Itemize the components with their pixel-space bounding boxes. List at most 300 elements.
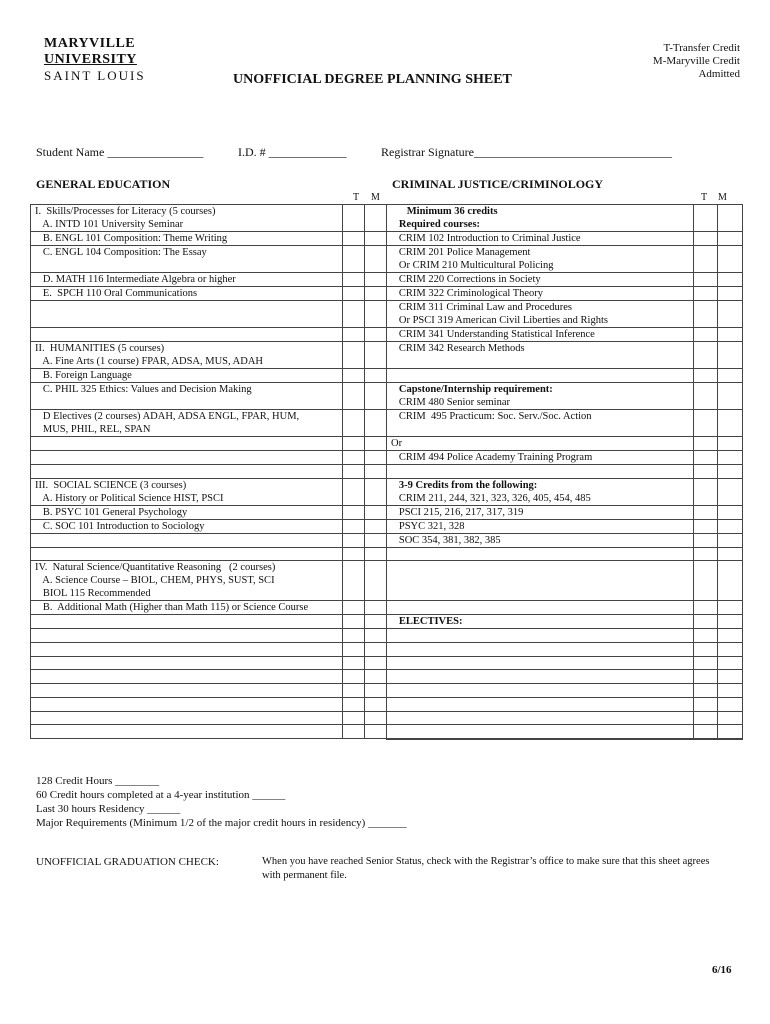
left-course-line: A. INTD 101 University Seminar <box>35 219 184 230</box>
right-course-line: PSCI 215, 216, 217, 317, 319 <box>391 506 524 518</box>
criminal-justice-heading: CRIMINAL JUSTICE/CRIMINOLOGY <box>392 177 604 191</box>
left-maryville-checkbox[interactable] <box>365 670 387 684</box>
left-course-cell <box>31 670 343 684</box>
right-table-row <box>387 369 743 383</box>
right-table-row <box>387 410 743 437</box>
right-course-cell <box>387 328 694 342</box>
left-maryville-checkbox[interactable] <box>365 684 387 698</box>
left-transfer-checkbox[interactable] <box>343 383 365 410</box>
left-table-row <box>31 547 387 561</box>
right-transfer-checkbox[interactable] <box>694 711 718 725</box>
right-transfer-checkbox[interactable] <box>694 629 718 643</box>
left-maryville-checkbox[interactable] <box>365 615 387 629</box>
right-maryville-checkbox[interactable] <box>718 656 743 670</box>
left-course-cell <box>31 273 343 287</box>
right-transfer-checkbox[interactable] <box>694 301 718 328</box>
left-transfer-checkbox[interactable] <box>343 684 365 698</box>
right-maryville-checkbox[interactable] <box>718 369 743 383</box>
right-course-cell <box>387 547 694 561</box>
right-course-cell <box>387 629 694 643</box>
left-maryville-checkbox[interactable] <box>365 601 387 615</box>
left-maryville-checkbox[interactable] <box>365 273 387 287</box>
left-table-row <box>31 287 387 301</box>
right-transfer-checkbox[interactable] <box>694 601 718 615</box>
left-table-row <box>31 328 387 342</box>
right-table-row <box>387 738 743 739</box>
left-table-row <box>31 478 387 505</box>
left-transfer-checkbox[interactable] <box>343 478 365 505</box>
right-transfer-checkbox[interactable] <box>694 547 718 561</box>
left-table-row <box>31 561 387 601</box>
left-transfer-checkbox[interactable] <box>343 437 365 451</box>
left-transfer-checkbox[interactable] <box>343 451 365 465</box>
right-course-cell <box>387 711 694 725</box>
registrar-signature-field[interactable]: Registrar Signature_________________________________ <box>381 145 672 159</box>
left-table-row <box>31 451 387 465</box>
right-maryville-checkbox[interactable] <box>718 301 743 328</box>
left-transfer-checkbox[interactable] <box>343 328 365 342</box>
right-maryville-checkbox[interactable] <box>718 643 743 657</box>
right-course-cell <box>387 410 694 437</box>
left-course-cell <box>31 232 343 246</box>
right-maryville-checkbox[interactable] <box>718 601 743 615</box>
left-maryville-checkbox[interactable] <box>365 465 387 479</box>
right-table-row <box>387 451 743 465</box>
right-maryville-checkbox[interactable] <box>718 451 743 465</box>
left-maryville-checkbox[interactable] <box>365 301 387 328</box>
left-maryville-checkbox[interactable] <box>365 383 387 410</box>
right-transfer-checkbox[interactable] <box>694 615 718 629</box>
right-course-line: CRIM 342 Research Methods <box>391 343 525 354</box>
left-transfer-col-label: T <box>353 192 360 203</box>
right-course-cell <box>387 437 694 451</box>
left-table-row <box>31 711 387 725</box>
left-transfer-checkbox[interactable] <box>343 342 365 369</box>
left-transfer-checkbox[interactable] <box>343 670 365 684</box>
left-course-line: C. PHIL 325 Ethics: Values and Decision Making <box>35 384 252 395</box>
left-course-line: B. Foreign Language <box>35 370 132 381</box>
graduation-check-label: UNOFFICIAL GRADUATION CHECK: <box>36 856 219 868</box>
student-id-field[interactable]: I.D. # _____________ <box>238 145 347 159</box>
left-course-cell <box>31 615 343 629</box>
left-maryville-checkbox[interactable] <box>365 643 387 657</box>
left-transfer-checkbox[interactable] <box>343 643 365 657</box>
left-table-row <box>31 697 387 711</box>
left-maryville-checkbox[interactable] <box>365 533 387 547</box>
right-course-cell <box>387 697 694 711</box>
right-table-row <box>387 301 743 328</box>
right-course-cell <box>387 342 694 369</box>
right-maryville-checkbox[interactable] <box>718 561 743 601</box>
right-transfer-checkbox[interactable] <box>694 383 718 410</box>
right-course-cell <box>387 519 694 533</box>
left-maryville-checkbox[interactable] <box>365 246 387 273</box>
left-course-cell <box>31 383 343 410</box>
right-course-cell <box>387 615 694 629</box>
right-course-cell <box>387 451 694 465</box>
right-course-cell <box>387 301 694 328</box>
left-table-row <box>31 629 387 643</box>
right-table-row <box>387 643 743 657</box>
left-table-row <box>31 670 387 684</box>
left-course-line: A. History or Political Science HIST, PSCI <box>35 492 224 504</box>
left-course-line: I. Skills/Processes for Literacy (5 courses) <box>35 206 216 217</box>
right-course-line: 3-9 Credits from the following: <box>391 479 538 491</box>
right-transfer-checkbox[interactable] <box>694 533 718 547</box>
credit-hours-line[interactable]: 128 Credit Hours ________ <box>36 775 160 787</box>
left-maryville-checkbox[interactable] <box>365 656 387 670</box>
left-table-row <box>31 437 387 451</box>
left-course-line: D Electives (2 courses) ADAH, ADSA ENGL, FPAR, HUM, <box>35 411 300 422</box>
right-maryville-checkbox[interactable] <box>718 205 743 232</box>
right-course-cell <box>387 670 694 684</box>
left-course-line: E. SPCH 110 Oral Communications <box>35 288 198 299</box>
left-course-cell <box>31 301 343 328</box>
page-number: 6/16 <box>712 964 732 976</box>
right-maryville-checkbox[interactable] <box>718 246 743 273</box>
right-transfer-checkbox[interactable] <box>694 505 718 519</box>
right-transfer-checkbox[interactable] <box>694 328 718 342</box>
left-transfer-checkbox[interactable] <box>343 601 365 615</box>
left-table-row <box>31 273 387 287</box>
right-course-cell <box>387 287 694 301</box>
left-course-cell <box>31 451 343 465</box>
page-title: UNOFFICIAL DEGREE PLANNING SHEET <box>233 72 512 87</box>
left-table-row <box>31 519 387 533</box>
left-maryville-checkbox[interactable] <box>365 711 387 725</box>
left-table-row <box>31 465 387 479</box>
right-transfer-checkbox[interactable] <box>694 246 718 273</box>
right-table-row <box>387 629 743 643</box>
right-table-row <box>387 519 743 533</box>
left-course-line: B. Additional Math (Higher than Math 115) or Science Course <box>35 602 309 614</box>
general-education-table <box>30 204 387 739</box>
logo-line-2: UNIVERSITY <box>44 52 137 67</box>
left-course-line: C. ENGL 104 Composition: The Essay <box>35 247 207 258</box>
right-course-cell <box>387 505 694 519</box>
logo-line-1: MARYVILLE <box>44 36 136 51</box>
left-course-cell <box>31 561 343 601</box>
right-course-cell <box>387 369 694 383</box>
left-table-row <box>31 684 387 698</box>
general-education-heading: GENERAL EDUCATION <box>36 177 171 191</box>
right-course-cell <box>387 738 694 739</box>
left-table-row <box>31 369 387 383</box>
right-transfer-checkbox[interactable] <box>694 697 718 711</box>
left-maryville-col-label: M <box>371 192 380 203</box>
left-course-cell <box>31 205 343 232</box>
left-maryville-checkbox[interactable] <box>365 205 387 232</box>
right-course-cell <box>387 656 694 670</box>
right-transfer-checkbox[interactable] <box>694 670 718 684</box>
left-table-row <box>31 301 387 328</box>
left-course-cell <box>31 342 343 369</box>
left-table-row <box>31 246 387 273</box>
right-transfer-checkbox[interactable] <box>694 369 718 383</box>
left-table-row <box>31 601 387 615</box>
requirements-summary <box>36 774 407 830</box>
right-transfer-checkbox[interactable] <box>694 465 718 479</box>
right-maryville-checkbox[interactable] <box>718 684 743 698</box>
right-course-line: PSYC 321, 328 <box>391 520 465 532</box>
right-course-line: Capstone/Internship requirement: <box>391 384 553 395</box>
right-maryville-checkbox[interactable] <box>718 629 743 643</box>
right-table-row <box>387 273 743 287</box>
left-maryville-checkbox[interactable] <box>365 369 387 383</box>
left-table-row <box>31 342 387 369</box>
left-table-row <box>31 383 387 410</box>
left-course-line: D. MATH 116 Intermediate Algebra or higher <box>35 274 236 285</box>
right-maryville-checkbox[interactable] <box>718 547 743 561</box>
right-table-row <box>387 711 743 725</box>
left-course-cell <box>31 643 343 657</box>
left-maryville-checkbox[interactable] <box>365 505 387 519</box>
right-table-row <box>387 383 743 410</box>
right-transfer-checkbox[interactable] <box>694 738 718 739</box>
left-maryville-checkbox[interactable] <box>365 328 387 342</box>
left-course-line: B. PSYC 101 General Psychology <box>35 506 188 518</box>
left-transfer-checkbox[interactable] <box>343 547 365 561</box>
right-table-row <box>387 533 743 547</box>
left-course-line: IV. Natural Science/Quantitative Reasoning (2 courses) <box>35 562 276 574</box>
logo-line-3: SAINT LOUIS <box>44 68 146 83</box>
legend-admitted: Admitted <box>698 68 740 80</box>
right-table-row <box>387 697 743 711</box>
left-transfer-checkbox[interactable] <box>343 205 365 232</box>
left-transfer-checkbox[interactable] <box>343 725 365 739</box>
right-maryville-checkbox[interactable] <box>718 328 743 342</box>
right-course-line: Required courses: <box>391 219 481 230</box>
right-maryville-checkbox[interactable] <box>718 383 743 410</box>
four-year-line[interactable]: 60 Credit hours completed at a 4-year institution ______ <box>36 789 286 801</box>
left-transfer-checkbox[interactable] <box>343 287 365 301</box>
right-transfer-checkbox[interactable] <box>694 410 718 437</box>
left-course-cell <box>31 410 343 437</box>
left-maryville-checkbox[interactable] <box>365 725 387 739</box>
right-maryville-checkbox[interactable] <box>718 697 743 711</box>
right-course-line: SOC 354, 381, 382, 385 <box>391 534 501 546</box>
right-maryville-checkbox[interactable] <box>718 465 743 479</box>
left-transfer-checkbox[interactable] <box>343 410 365 437</box>
residency-line[interactable]: Last 30 hours Residency ______ <box>36 803 181 815</box>
left-course-line: A. Science Course – BIOL, CHEM, PHYS, SUST, SCI <box>35 575 275 587</box>
left-course-line: II. HUMANITIES (5 courses) <box>35 343 165 354</box>
university-logo <box>44 36 146 84</box>
left-transfer-checkbox[interactable] <box>343 246 365 273</box>
left-maryville-checkbox[interactable] <box>365 629 387 643</box>
left-transfer-checkbox[interactable] <box>343 533 365 547</box>
right-table-row <box>387 670 743 684</box>
right-transfer-checkbox[interactable] <box>694 725 718 739</box>
left-course-cell <box>31 533 343 547</box>
left-course-cell <box>31 246 343 273</box>
right-course-line: CRIM 341 Understanding Statistical Inference <box>391 329 595 340</box>
right-maryville-checkbox[interactable] <box>718 738 743 739</box>
right-course-line: CRIM 494 Police Academy Training Program <box>391 452 593 463</box>
right-maryville-checkbox[interactable] <box>718 711 743 725</box>
right-course-cell <box>387 601 694 615</box>
left-course-cell <box>31 684 343 698</box>
right-course-cell <box>387 383 694 410</box>
right-maryville-checkbox[interactable] <box>718 342 743 369</box>
left-transfer-checkbox[interactable] <box>343 273 365 287</box>
left-maryville-checkbox[interactable] <box>365 342 387 369</box>
right-table-row <box>387 656 743 670</box>
right-table-row <box>387 287 743 301</box>
left-course-line: BIOL 115 Recommended <box>35 588 151 600</box>
right-maryville-checkbox[interactable] <box>718 615 743 629</box>
left-maryville-checkbox[interactable] <box>365 561 387 601</box>
right-transfer-checkbox[interactable] <box>694 273 718 287</box>
right-course-line: CRIM 102 Introduction to Criminal Justice <box>391 233 581 244</box>
right-transfer-checkbox[interactable] <box>694 232 718 246</box>
right-maryville-checkbox[interactable] <box>718 478 743 505</box>
left-course-cell <box>31 287 343 301</box>
right-transfer-checkbox[interactable] <box>694 684 718 698</box>
right-course-cell <box>387 232 694 246</box>
left-course-cell <box>31 465 343 479</box>
left-transfer-checkbox[interactable] <box>343 505 365 519</box>
right-course-cell <box>387 643 694 657</box>
right-course-line: Or <box>391 438 403 449</box>
left-maryville-checkbox[interactable] <box>365 410 387 437</box>
left-table-row <box>31 643 387 657</box>
right-course-cell <box>387 273 694 287</box>
right-table-row <box>387 328 743 342</box>
right-course-line: CRIM 495 Practicum: Soc. Serv./Soc. Action <box>391 411 592 422</box>
student-name-field[interactable]: Student Name ________________ <box>36 145 204 159</box>
left-table-row <box>31 656 387 670</box>
right-course-line: ELECTIVES: <box>391 616 463 628</box>
right-course-cell <box>387 533 694 547</box>
right-course-line: CRIM 201 Police Management <box>391 247 531 258</box>
right-table-row <box>387 342 743 369</box>
right-maryville-checkbox[interactable] <box>718 519 743 533</box>
left-transfer-checkbox[interactable] <box>343 697 365 711</box>
right-transfer-checkbox[interactable] <box>694 342 718 369</box>
left-maryville-checkbox[interactable] <box>365 547 387 561</box>
left-transfer-checkbox[interactable] <box>343 711 365 725</box>
right-course-line: Minimum 36 credits <box>391 206 498 217</box>
right-transfer-checkbox[interactable] <box>694 205 718 232</box>
major-requirements-line[interactable]: Major Requirements (Minimum 1/2 of the major credit hours in residency) _______ <box>36 817 407 829</box>
left-maryville-checkbox[interactable] <box>365 478 387 505</box>
legend-transfer: T-Transfer Credit <box>663 42 740 54</box>
right-course-line: Or CRIM 210 Multicultural Policing <box>391 260 554 271</box>
right-maryville-checkbox[interactable] <box>718 287 743 301</box>
right-table-row <box>387 478 743 505</box>
left-course-cell <box>31 725 343 739</box>
right-course-cell <box>387 684 694 698</box>
left-course-cell <box>31 328 343 342</box>
right-transfer-checkbox[interactable] <box>694 656 718 670</box>
right-transfer-checkbox[interactable] <box>694 437 718 451</box>
right-table-row <box>387 561 743 601</box>
right-maryville-checkbox[interactable] <box>718 273 743 287</box>
left-maryville-checkbox[interactable] <box>365 287 387 301</box>
left-transfer-checkbox[interactable] <box>343 519 365 533</box>
left-course-cell <box>31 547 343 561</box>
left-course-line: B. ENGL 101 Composition: Theme Writing <box>35 233 228 244</box>
right-course-line: CRIM 480 Senior seminar <box>391 397 510 408</box>
left-table-row <box>31 410 387 437</box>
left-maryville-checkbox[interactable] <box>365 437 387 451</box>
left-course-cell <box>31 519 343 533</box>
right-transfer-checkbox[interactable] <box>694 643 718 657</box>
left-transfer-checkbox[interactable] <box>343 656 365 670</box>
left-course-cell <box>31 656 343 670</box>
left-course-cell <box>31 437 343 451</box>
left-maryville-checkbox[interactable] <box>365 232 387 246</box>
right-table-row <box>387 465 743 479</box>
right-table-row <box>387 437 743 451</box>
right-maryville-checkbox[interactable] <box>718 725 743 739</box>
right-maryville-checkbox[interactable] <box>718 437 743 451</box>
right-maryville-col-label: M <box>718 192 727 203</box>
left-course-cell <box>31 369 343 383</box>
criminal-justice-table <box>386 204 743 740</box>
right-maryville-checkbox[interactable] <box>718 505 743 519</box>
left-transfer-checkbox[interactable] <box>343 615 365 629</box>
left-table-row <box>31 232 387 246</box>
right-course-cell <box>387 246 694 273</box>
left-transfer-checkbox[interactable] <box>343 301 365 328</box>
right-course-cell <box>387 725 694 739</box>
right-maryville-checkbox[interactable] <box>718 410 743 437</box>
right-maryville-checkbox[interactable] <box>718 232 743 246</box>
left-maryville-checkbox[interactable] <box>365 519 387 533</box>
right-transfer-checkbox[interactable] <box>694 561 718 601</box>
right-table-row <box>387 547 743 561</box>
right-transfer-checkbox[interactable] <box>694 287 718 301</box>
credit-legend <box>653 42 740 81</box>
right-table-row <box>387 232 743 246</box>
left-table-row <box>31 725 387 739</box>
left-course-line: MUS, PHIL, REL, SPAN <box>35 424 151 435</box>
left-transfer-checkbox[interactable] <box>343 369 365 383</box>
right-table-row <box>387 684 743 698</box>
left-table-row <box>31 533 387 547</box>
left-maryville-checkbox[interactable] <box>365 451 387 465</box>
right-table-row <box>387 601 743 615</box>
left-course-cell <box>31 711 343 725</box>
right-course-line: CRIM 322 Criminological Theory <box>391 288 544 299</box>
left-course-cell <box>31 697 343 711</box>
left-table-row <box>31 205 387 232</box>
left-course-cell <box>31 629 343 643</box>
left-transfer-checkbox[interactable] <box>343 465 365 479</box>
right-course-line: Or PSCI 319 American Civil Liberties and Rights <box>391 315 608 326</box>
left-transfer-checkbox[interactable] <box>343 561 365 601</box>
right-transfer-checkbox[interactable] <box>694 478 718 505</box>
left-course-line: A. Fine Arts (1 course) FPAR, ADSA, MUS, ADAH <box>35 356 264 367</box>
legend-maryville: M-Maryville Credit <box>652 55 740 67</box>
right-transfer-checkbox[interactable] <box>694 519 718 533</box>
right-course-cell <box>387 205 694 232</box>
left-course-cell <box>31 505 343 519</box>
right-maryville-checkbox[interactable] <box>718 533 743 547</box>
left-course-cell <box>31 601 343 615</box>
right-course-line: CRIM 220 Corrections in Society <box>391 274 541 285</box>
right-maryville-checkbox[interactable] <box>718 670 743 684</box>
left-maryville-checkbox[interactable] <box>365 697 387 711</box>
right-table-row <box>387 615 743 629</box>
left-table-row <box>31 505 387 519</box>
left-transfer-checkbox[interactable] <box>343 232 365 246</box>
right-transfer-checkbox[interactable] <box>694 451 718 465</box>
right-course-cell <box>387 561 694 601</box>
left-transfer-checkbox[interactable] <box>343 629 365 643</box>
